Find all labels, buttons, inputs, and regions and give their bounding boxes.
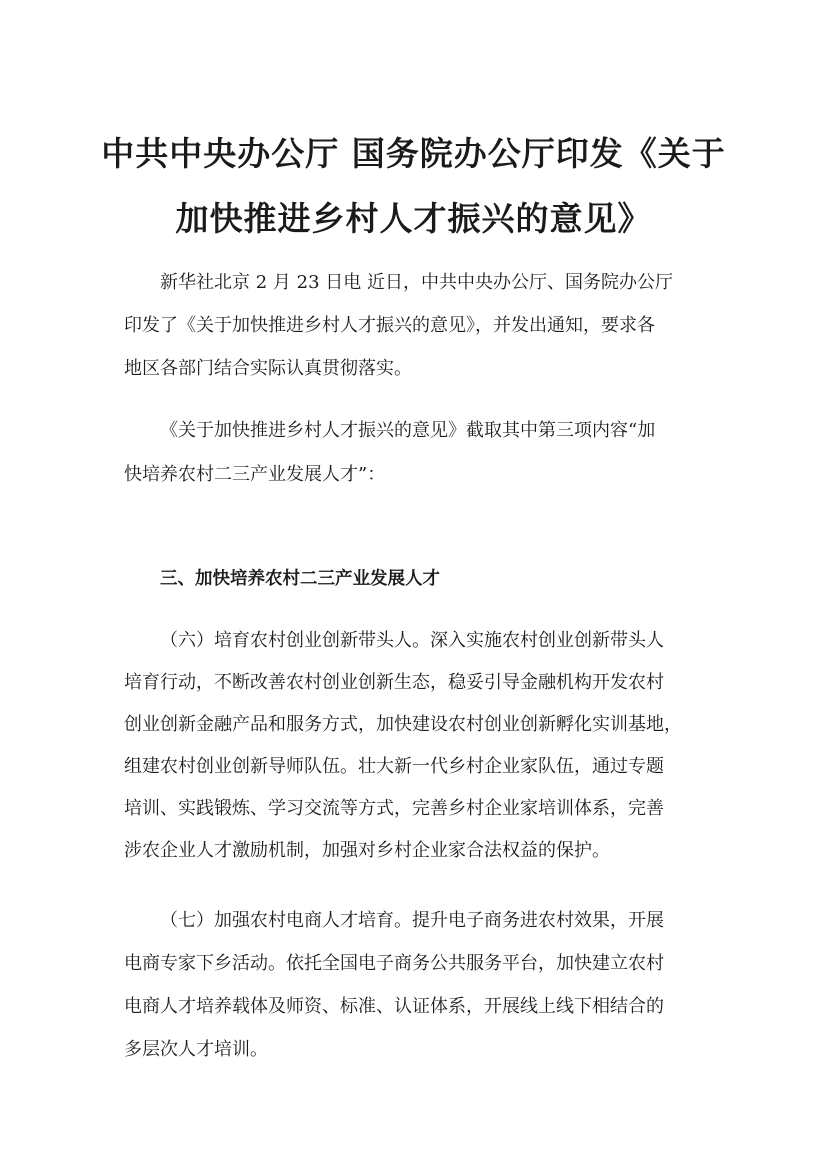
item-6-line: 组建农村创业创新导师队伍。壮大新一代乡村企业家队伍，通过专题	[124, 756, 664, 777]
item-7-line: （七）加强农村电商人才培育。提升电子商务进农村效果，开展	[160, 910, 664, 931]
item-6-line: 创业创新金融产品和服务方式，加快建设农村创业创新孵化实训基地，	[124, 714, 682, 735]
item-6-line: （六）培育农村创业创新带头人。深入实施农村创业创新带头人	[160, 630, 664, 651]
intro-line: 新华社北京 2 月 23 日电 近日，中共中央办公厅、国务院办公厅	[160, 272, 673, 293]
item-6-line: 培训、实践锻炼、学习交流等方式，完善乡村企业家培训体系，完善	[124, 798, 664, 819]
document-title-line-2: 加快推进乡村人才振兴的意见》	[175, 199, 652, 238]
excerpt-note-line: 快培养农村二三产业发展人才”：	[124, 464, 386, 485]
intro-line: 地区各部门结合实际认真贯彻落实。	[124, 358, 412, 379]
item-6-line: 涉农企业人才激励机制，加强对乡村企业家合法权益的保护。	[124, 840, 610, 861]
item-7-line: 电商专家下乡活动。依托全国电子商务公共服务平台，加快建立农村	[124, 953, 664, 974]
excerpt-note-line: 《关于加快推进乡村人才振兴的意见》截取其中第三项内容“加	[160, 420, 656, 441]
document-title-line-1: 中共中央办公厅 国务院办公厅印发《关于	[101, 134, 726, 173]
item-7-line: 电商人才培养载体及师资、标准、认证体系，开展线上线下相结合的	[124, 996, 664, 1017]
intro-line: 印发了《关于加快推进乡村人才振兴的意见》，并发出通知，要求各	[124, 315, 655, 336]
item-7-line: 多层次人才培训。	[124, 1039, 268, 1060]
item-6-line: 培育行动，不断改善农村创业创新生态，稳妥引导金融机构开发农村	[124, 672, 664, 693]
section-heading: 三、加快培养农村二三产业发展人才	[160, 569, 440, 589]
